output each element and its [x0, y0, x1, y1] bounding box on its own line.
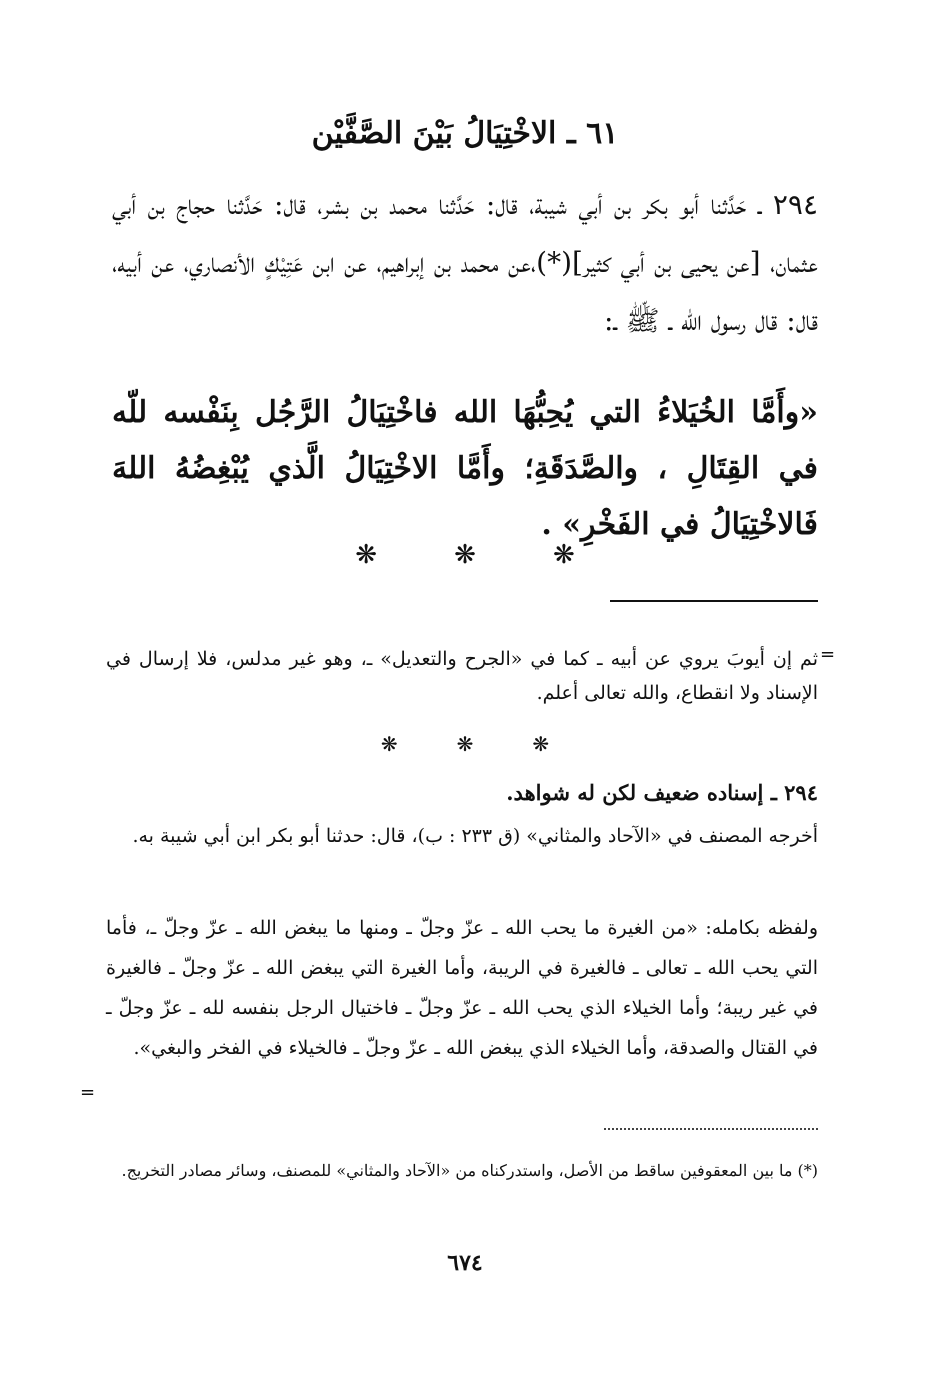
takhrij-heading: ٢٩٤ ـ إسناده ضعيف لكن له شواهد. — [506, 780, 818, 805]
star-ornament: ❋ — [355, 540, 378, 570]
footnote-separator — [0, 732, 930, 756]
section-separator — [0, 540, 930, 570]
continued-footnote: ثم إن أيوبَ يروي عن أبيه ـ كما في «الجرح والتعديل» ـ، وهو غير مدلس، فلا إرسال في الإسناد ولا انقطاع، والله تعالى أعلم. — [106, 648, 818, 704]
continuation-mark: = — [80, 1082, 96, 1103]
star-ornament: ❋ — [532, 732, 550, 756]
footnote-divider — [610, 600, 818, 602]
hadith-matn: «وأَمَّا الخُيَلاءُ التي يُحِبُّهَا الله فاخْتِيَالُ الرَّجُل بِنَفْسه للّه في القِتَالِ ، والصَّدَقَةِ؛ وأَمَّا الاخْتِيَالُ الَّذي يُبْغِضُهُ اللهَ فَالاخْتِيَالُ في الفَخْرِ» . — [112, 395, 818, 542]
page-number: ٦٧٤ — [447, 1250, 483, 1276]
star-ornament: ❋ — [552, 540, 575, 570]
star-ornament: ❋ — [380, 732, 398, 756]
takhrij-source: أخرجه المصنف في «الآحاد والمثاني» (ق ٢٣٣ : ب)، قال: حدثنا أبو بكر ابن أبي شيبة به. — [132, 825, 818, 847]
chapter-title: ٦١ ـ الاخْتِيَالُ بَيْنَ الصَّفَّيْن — [311, 116, 619, 151]
star-ornament: ❋ — [456, 732, 474, 756]
star-ornament: ❋ — [454, 540, 476, 570]
continuation-mark: = — [820, 644, 836, 665]
editor-note: (*) ما بين المعقوفين ساقط من الأصل، واستدركناه من «الآحاد والمثاني» للمصنف، وسائر مصادر التخريج. — [121, 1161, 818, 1180]
editor-note-divider — [604, 1128, 818, 1130]
hadith-isnad: ٢٩٤ ـ حَدَّثنا أبو بكر بن أبي شيبة، قال: حَدَّثنا محمد بن بشر، قال: حَدَّثنا حجاج بن أبي عثمان، [عن يحيى بن أبي كثير](*)،عن محمد بن إبراهيم، عن ابن عَتِيْكٍ الأنصاري، عن أبيه، قال: قال رسول الله ـ ﷺ ـ: — [112, 188, 818, 337]
takhrij-text: ولفظه بكامله: «من الغيرة ما يحب الله ـ عزّ وجلّ ـ ومنها ما يبغض الله ـ عزّ وجلّ ـ، فأما التي يحب الله ـ تعالى ـ فالغيرة في الريبة، وأما الغيرة التي يبغض الله ـ عزّ وجلّ ـ فالغيرة في غير ريبة؛ وأما الخيلاء الذي يحب الله ـ عزّ وجلّ ـ فاختيال الرجل بنفسه لله ـ عزّ وجلّ ـ في القتال والصدقة، وأما الخيلاء الذي يبغض الله ـ عزّ وجلّ ـ فالخيلاء في الفخر والبغي». — [106, 917, 819, 1059]
